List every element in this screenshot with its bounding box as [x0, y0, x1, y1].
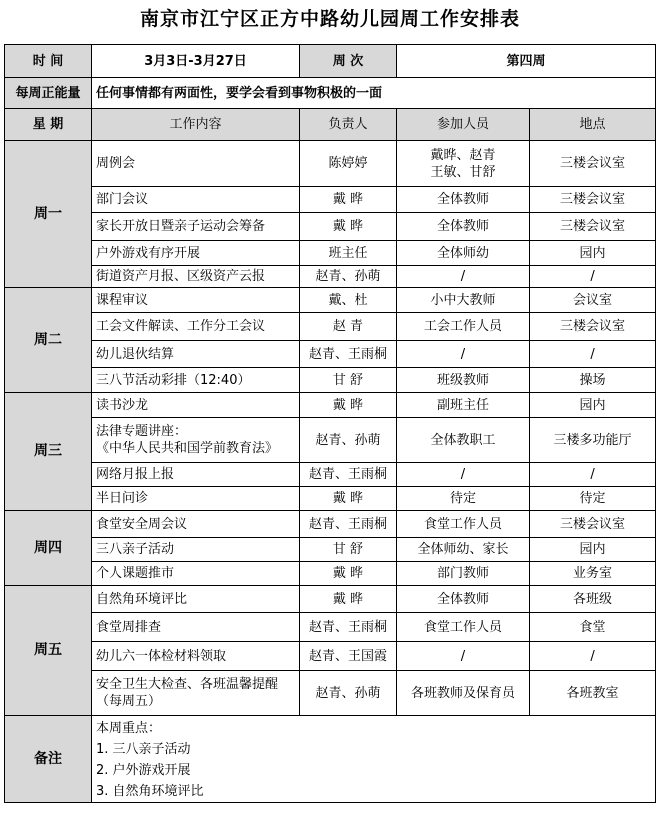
notes-item: 1. 三八亲子活动 [96, 742, 191, 757]
task-content: 自然角环境评比 [92, 586, 300, 613]
day-label: 周五 [5, 586, 92, 716]
task-participants: 食堂工作人员 [397, 613, 530, 642]
task-owner: 赵青、王雨桐 [300, 511, 397, 538]
schedule-row [5, 671, 656, 716]
schedule-row [5, 288, 656, 313]
task-owner: 赵青、孙萌 [300, 671, 397, 716]
task-participants: 食堂工作人员 [397, 511, 530, 538]
task-owner: 陈婷婷 [300, 141, 397, 187]
task-content: 课程审议 [92, 288, 300, 313]
col-header-participants: 参加人员 [397, 109, 530, 141]
notes-content [92, 716, 656, 803]
task-participants: 全体师幼、家长 [397, 538, 530, 562]
task-owner: 赵青、王雨桐 [300, 463, 397, 487]
task-participants: / [397, 341, 530, 368]
col-header-content: 工作内容 [92, 109, 300, 141]
notes-item: 3. 自然角环境评比 [96, 784, 204, 799]
task-location: 园内 [530, 538, 656, 562]
task-location: / [530, 266, 656, 288]
task-participants: 待定 [397, 487, 530, 511]
schedule-row [5, 642, 656, 671]
task-location: 操场 [530, 368, 656, 393]
task-location: 业务室 [530, 562, 656, 586]
schedule-row [5, 418, 656, 463]
task-location: 各班级 [530, 586, 656, 613]
task-owner: 赵青、王雨桐 [300, 341, 397, 368]
task-location: 三楼会议室 [530, 141, 656, 187]
motto-label: 每周正能量 [5, 78, 92, 109]
task-owner: 戴、杜 [300, 288, 397, 313]
task-location: 会议室 [530, 288, 656, 313]
task-content: 半日问诊 [92, 487, 300, 511]
task-participants: / [397, 642, 530, 671]
schedule-table [4, 44, 656, 803]
schedule-row [5, 511, 656, 538]
task-content: 户外游戏有序开展 [92, 241, 300, 266]
schedule-row [5, 241, 656, 266]
notes-row [5, 716, 656, 803]
schedule-row [5, 368, 656, 393]
task-location: 待定 [530, 487, 656, 511]
week-value: 第四周 [397, 45, 656, 78]
task-content: 安全卫生大检查、各班温馨提醒 （每周五） [92, 671, 300, 716]
task-participants: 副班主任 [397, 393, 530, 418]
task-participants: 全体教师 [397, 213, 530, 241]
task-owner: 赵青、王雨桐 [300, 613, 397, 642]
task-content: 家长开放日暨亲子运动会筹备 [92, 213, 300, 241]
task-owner: 赵 青 [300, 313, 397, 341]
task-location: 园内 [530, 241, 656, 266]
task-location: 三楼会议室 [530, 213, 656, 241]
task-location: 三楼会议室 [530, 187, 656, 213]
schedule-row [5, 187, 656, 213]
task-location: / [530, 642, 656, 671]
col-header-location: 地点 [530, 109, 656, 141]
schedule-row [5, 313, 656, 341]
task-owner: 戴 晔 [300, 213, 397, 241]
task-content: 三八节活动彩排（12:40） [92, 368, 300, 393]
schedule-row [5, 141, 656, 187]
schedule-row [5, 538, 656, 562]
task-content: 法律专题讲座： 《中华人民共和国学前教育法》 [92, 418, 300, 463]
task-participants: 部门教师 [397, 562, 530, 586]
col-header-owner: 负责人 [300, 109, 397, 141]
schedule-row [5, 213, 656, 241]
task-owner: 戴 晔 [300, 586, 397, 613]
task-participants: 小中大教师 [397, 288, 530, 313]
schedule-row [5, 393, 656, 418]
task-participants: 全体教职工 [397, 418, 530, 463]
task-location: 各班教室 [530, 671, 656, 716]
notes-label: 备注 [5, 716, 92, 803]
task-content: 街道资产月报、区级资产云报 [92, 266, 300, 288]
motto-text: 任何事情都有两面性，要学会看到事物积极的一面 [92, 78, 656, 109]
col-header-day: 星 期 [5, 109, 92, 141]
task-owner: 班主任 [300, 241, 397, 266]
task-owner: 赵青、孙萌 [300, 418, 397, 463]
motto-row [5, 78, 656, 109]
task-owner: 戴 晔 [300, 562, 397, 586]
notes-item: 2. 户外游戏开展 [96, 763, 191, 778]
task-location: 食堂 [530, 613, 656, 642]
task-owner: 甘 舒 [300, 368, 397, 393]
task-participants: 工会工作人员 [397, 313, 530, 341]
task-location: 三楼多功能厅 [530, 418, 656, 463]
task-participants: / [397, 463, 530, 487]
schedule-row [5, 562, 656, 586]
schedule-row [5, 341, 656, 368]
task-location: 三楼会议室 [530, 511, 656, 538]
task-content: 工会文件解读、工作分工会议 [92, 313, 300, 341]
week-label: 周 次 [300, 45, 397, 78]
task-owner: 赵青、王国霞 [300, 642, 397, 671]
task-participants: / [397, 266, 530, 288]
task-owner: 戴 晔 [300, 187, 397, 213]
time-value: 3月3日-3月27日 [92, 45, 300, 78]
info-row [5, 45, 656, 78]
task-location: 园内 [530, 393, 656, 418]
schedule-row [5, 463, 656, 487]
task-location: / [530, 463, 656, 487]
task-location: 三楼会议室 [530, 313, 656, 341]
schedule-row [5, 613, 656, 642]
day-label: 周一 [5, 141, 92, 288]
day-label: 周二 [5, 288, 92, 393]
task-content: 三八亲子活动 [92, 538, 300, 562]
day-label: 周四 [5, 511, 92, 586]
task-content: 周例会 [92, 141, 300, 187]
task-participants: 全体教师 [397, 187, 530, 213]
page-title: 南京市江宁区正方中路幼儿园周工作安排表 [139, 8, 520, 30]
task-participants: 戴晔、赵青 王敏、甘舒 [397, 141, 530, 187]
task-participants: 班级教师 [397, 368, 530, 393]
task-content: 部门会议 [92, 187, 300, 213]
task-content: 食堂安全周会议 [92, 511, 300, 538]
task-participants: 各班教师及保育员 [397, 671, 530, 716]
day-label: 周三 [5, 393, 92, 511]
schedule-row [5, 487, 656, 511]
task-location: / [530, 341, 656, 368]
task-content: 读书沙龙 [92, 393, 300, 418]
task-owner: 戴 晔 [300, 393, 397, 418]
task-owner: 赵青、孙萌 [300, 266, 397, 288]
task-content: 个人课题推市 [92, 562, 300, 586]
schedule-row [5, 266, 656, 288]
schedule-row [5, 586, 656, 613]
task-content: 幼儿六一体检材料领取 [92, 642, 300, 671]
task-content: 食堂周排查 [92, 613, 300, 642]
time-label: 时 间 [5, 45, 92, 78]
task-content: 幼儿退伙结算 [92, 341, 300, 368]
column-header-row [5, 109, 656, 141]
task-owner: 戴 晔 [300, 487, 397, 511]
task-participants: 全体教师 [397, 586, 530, 613]
task-content: 网络月报上报 [92, 463, 300, 487]
task-participants: 全体师幼 [397, 241, 530, 266]
notes-heading: 本周重点： [96, 721, 162, 736]
task-owner: 甘 舒 [300, 538, 397, 562]
